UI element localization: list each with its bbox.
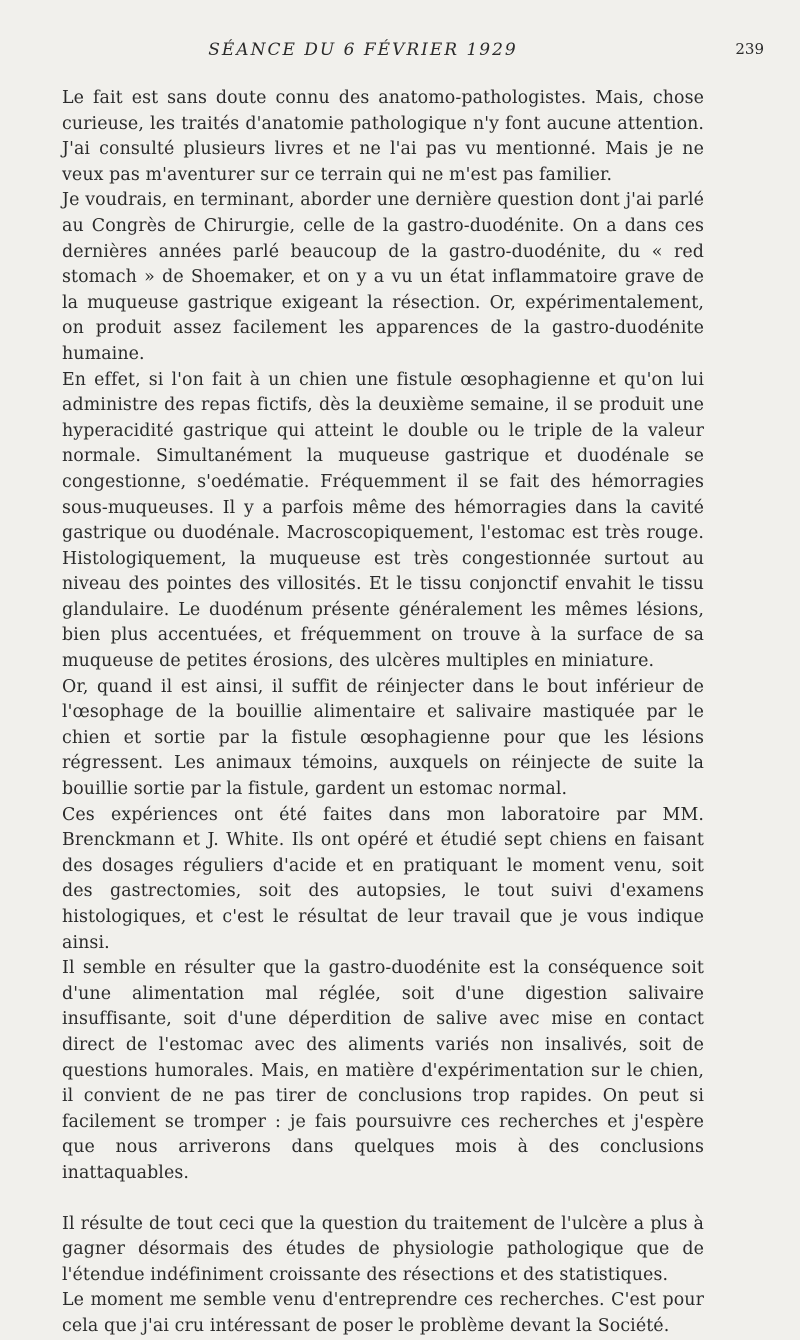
paragraph-8: Le moment me semble venu d'entreprendre ces recherches. C'est pour cela que j'ai cru intéressant de poser le problème devant la Société. <box>62 1290 704 1336</box>
page-header <box>62 40 764 68</box>
page-number: 239 <box>735 40 764 58</box>
paragraph-7: Il résulte de tout ceci que la question du traitement de l'ulcère a plus à gagner désormais des études de physiologie pathologique que de l'étendue indéfiniment croissante des résections et des statistiques. <box>62 1213 704 1285</box>
body-text <box>62 86 704 1340</box>
paragraph-5: Ces expériences ont été faites dans mon laboratoire par MM. Brenckmann et J. White. Ils ont opéré et étudié sept chiens en faisant des dosages réguliers d'acide et en pratiquant le moment venu, soit des gastrectomies, soit des autopsies, le tout suivi d'examens histologiques, et c'est le résultat de leur travail que je vous indique ainsi. <box>62 804 704 953</box>
paragraph-1: Le fait est sans doute connu des anatomo-pathologistes. Mais, chose curieuse, les traités d'anatomie pathologique n'y font aucune attention. J'ai consulté plusieurs livres et ne l'ai pas vu mentionné. Mais je ne veux pas m'aventurer sur ce terrain qui ne m'est pas familier. <box>62 88 704 185</box>
running-head: SÉANCE DU 6 FÉVRIER 1929 <box>208 40 518 60</box>
paragraph-3: En effet, si l'on fait à un chien une fistule œsophagienne et qu'on lui administre des repas fictifs, dès la deuxième semaine, il se produit une hyperacidité gastrique qui atteint le double ou le triple de la valeur normale. Simultanément la muqueuse gastrique et duodénale se congestionne, s'oedématie. Fréquemment il se fait des hémorragies sous-muqueuses. Il y a parfois même des hémorragies dans la cavité gastrique ou duodénale. Macroscopiquement, l'estomac est très rouge. Histologiquement, la muqueuse est très congestionnée surtout au niveau des pointes des villosités. Et le tissu conjonctif envahit le tissu glandulaire. Le duodénum présente généralement les mêmes lésions, bien plus accentuées, et fréquemment on trouve à la surface de sa muqueuse de petites érosions, des ulcères multiples en miniature. <box>62 369 704 672</box>
paragraph-2: Je voudrais, en terminant, aborder une dernière question dont j'ai parlé au Congrès de Chirurgie, celle de la gastro-duodénite. On a dans ces dernières années parlé beaucoup de la gastro-duodénite, du « red stomach » de Shoemaker, et on y a vu un état inflammatoire grave de la muqueuse gastrique exigeant la résection. Or, expérimentalement, on produit assez facilement les apparences de la gastro-duodénite humaine. <box>62 190 704 364</box>
paragraph-6: Il semble en résulter que la gastro-duodénite est la conséquence soit d'une alimentation mal réglée, soit d'une digestion salivaire insuffisante, soit d'une déperdition de salive avec mise en contact direct de l'estomac avec des aliments variés non insalivés, soit de questions humorales. Mais, en matière d'expérimentation sur le chien, il convient de ne pas tirer de conclusions trop rapides. On peut si facilement se tromper : je fais poursuivre ces recherches et j'espère que nous arriverons dans quelques mois à des conclusions inattaquables. <box>62 958 704 1183</box>
paragraph-4: Or, quand il est ainsi, il suffit de réinjecter dans le bout inférieur de l'œsophage de la bouillie alimentaire et salivaire mastiquée par le chien et sortie par la fistule œsophagienne pour que les lésions régressent. Les animaux témoins, auxquels on réinjecte de suite la bouillie sortie par la fistule, gardent un estomac normal. <box>62 676 704 800</box>
paragraph-spacer <box>62 1187 704 1212</box>
